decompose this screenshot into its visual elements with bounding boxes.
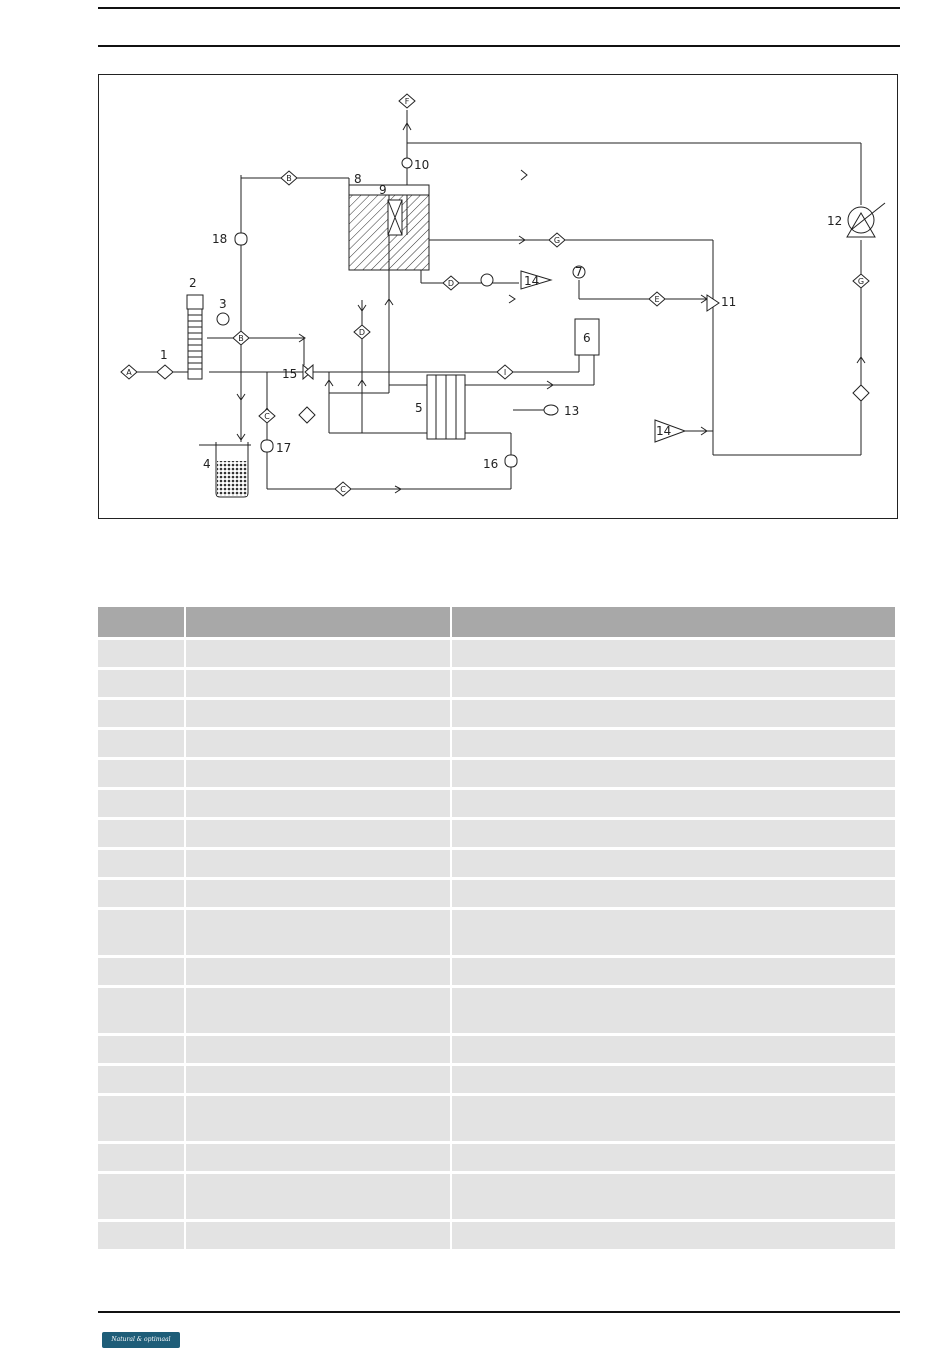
legend-cell bbox=[186, 910, 450, 955]
process-flow-svg bbox=[99, 75, 899, 520]
legend-cell bbox=[98, 790, 184, 817]
legend-cell bbox=[452, 958, 895, 985]
component-number: 14 bbox=[656, 424, 672, 438]
legend-cell bbox=[186, 670, 450, 697]
flow-letter: D bbox=[358, 328, 366, 337]
legend-header-row bbox=[98, 607, 895, 637]
legend-row bbox=[98, 988, 895, 1033]
legend-row bbox=[98, 910, 895, 955]
flow-letter: G bbox=[857, 277, 865, 286]
legend-row bbox=[98, 880, 895, 907]
component-number: 16 bbox=[483, 457, 499, 471]
legend-cell bbox=[452, 730, 895, 757]
component-number: 2 bbox=[189, 276, 197, 290]
legend-cell bbox=[452, 1174, 895, 1219]
component-number: 10 bbox=[414, 158, 430, 172]
brand-logo: Natural & optimaal bbox=[102, 1332, 180, 1348]
component-number: 14 bbox=[524, 274, 540, 288]
legend-rows bbox=[98, 640, 895, 1249]
legend-cell bbox=[452, 1066, 895, 1093]
component-number: 5 bbox=[415, 401, 423, 415]
legend-row bbox=[98, 760, 895, 787]
legend-cell bbox=[98, 1222, 184, 1249]
legend-row bbox=[98, 730, 895, 757]
legend-row bbox=[98, 1066, 895, 1093]
component-number: 13 bbox=[564, 404, 580, 418]
legend-row bbox=[98, 1096, 895, 1141]
legend-row bbox=[98, 1222, 895, 1249]
component-number: 11 bbox=[721, 295, 737, 309]
legend-cell bbox=[452, 760, 895, 787]
header-rule-bottom bbox=[98, 45, 900, 47]
legend-cell bbox=[452, 910, 895, 955]
legend-row bbox=[98, 790, 895, 817]
legend-cell bbox=[186, 850, 450, 877]
legend-cell bbox=[98, 640, 184, 667]
flow-letter: C bbox=[264, 412, 270, 421]
legend-cell bbox=[452, 700, 895, 727]
legend-cell bbox=[452, 640, 895, 667]
legend-cell bbox=[98, 1096, 184, 1141]
legend-cell bbox=[452, 988, 895, 1033]
legend-cell bbox=[186, 1066, 450, 1093]
header-rule-top bbox=[98, 7, 900, 9]
legend-header-cell bbox=[452, 607, 895, 637]
component-number: 7 bbox=[575, 265, 583, 279]
legend-cell bbox=[98, 1036, 184, 1063]
legend-row bbox=[98, 670, 895, 697]
legend-row bbox=[98, 1036, 895, 1063]
component-number: 6 bbox=[583, 331, 591, 345]
legend-cell bbox=[186, 760, 450, 787]
legend-cell bbox=[452, 880, 895, 907]
legend-cell bbox=[98, 850, 184, 877]
legend-header-cell bbox=[98, 607, 184, 637]
component-number: 1 bbox=[160, 348, 168, 362]
legend-row bbox=[98, 850, 895, 877]
legend-cell bbox=[98, 820, 184, 847]
legend-cell bbox=[98, 700, 184, 727]
legend-cell bbox=[186, 880, 450, 907]
legend-cell bbox=[452, 820, 895, 847]
legend-cell bbox=[186, 988, 450, 1033]
component-number: 9 bbox=[379, 183, 387, 197]
legend-cell bbox=[98, 958, 184, 985]
component-number: 3 bbox=[219, 297, 227, 311]
legend-cell bbox=[186, 640, 450, 667]
legend-cell bbox=[98, 730, 184, 757]
legend-cell bbox=[186, 700, 450, 727]
legend-cell bbox=[186, 790, 450, 817]
process-flow-diagram bbox=[98, 74, 898, 519]
legend-cell bbox=[452, 1222, 895, 1249]
legend-row bbox=[98, 700, 895, 727]
legend-table bbox=[96, 604, 897, 1252]
flow-letter: F bbox=[404, 97, 410, 106]
legend-cell bbox=[98, 880, 184, 907]
flow-letter: B bbox=[286, 174, 292, 183]
legend-cell bbox=[98, 760, 184, 787]
legend-cell bbox=[452, 1144, 895, 1171]
flow-letter: I bbox=[503, 368, 507, 377]
legend-cell bbox=[98, 670, 184, 697]
legend-cell bbox=[186, 1144, 450, 1171]
component-number: 8 bbox=[354, 172, 362, 186]
component-number: 17 bbox=[276, 441, 292, 455]
flow-letter: G bbox=[553, 236, 561, 245]
footer-rule bbox=[98, 1311, 900, 1313]
legend-cell bbox=[452, 850, 895, 877]
legend-cell bbox=[452, 1096, 895, 1141]
flow-letter: E bbox=[654, 295, 660, 304]
legend-header-cell bbox=[186, 607, 450, 637]
legend-row bbox=[98, 958, 895, 985]
legend-cell bbox=[186, 1222, 450, 1249]
legend-cell bbox=[452, 790, 895, 817]
component-number: 4 bbox=[203, 457, 211, 471]
legend-cell bbox=[186, 958, 450, 985]
legend-cell bbox=[186, 730, 450, 757]
legend-cell bbox=[98, 1174, 184, 1219]
legend-cell bbox=[98, 1144, 184, 1171]
component-number: 12 bbox=[827, 214, 843, 228]
legend-cell bbox=[186, 1174, 450, 1219]
legend-cell bbox=[98, 1066, 184, 1093]
flow-letter: B bbox=[238, 334, 244, 343]
legend-row bbox=[98, 820, 895, 847]
legend-cell bbox=[186, 820, 450, 847]
legend-cell bbox=[186, 1036, 450, 1063]
legend-cell bbox=[98, 988, 184, 1033]
legend-row bbox=[98, 1174, 895, 1219]
legend-cell bbox=[452, 1036, 895, 1063]
legend-cell bbox=[452, 670, 895, 697]
legend-cell bbox=[186, 1096, 450, 1141]
legend-row bbox=[98, 640, 895, 667]
legend-row bbox=[98, 1144, 895, 1171]
component-number: 15 bbox=[282, 367, 298, 381]
flow-letter: C bbox=[340, 485, 346, 494]
legend-cell bbox=[98, 910, 184, 955]
component-number: 18 bbox=[212, 232, 228, 246]
flow-letter: D bbox=[447, 279, 455, 288]
flow-letter: A bbox=[126, 368, 132, 377]
